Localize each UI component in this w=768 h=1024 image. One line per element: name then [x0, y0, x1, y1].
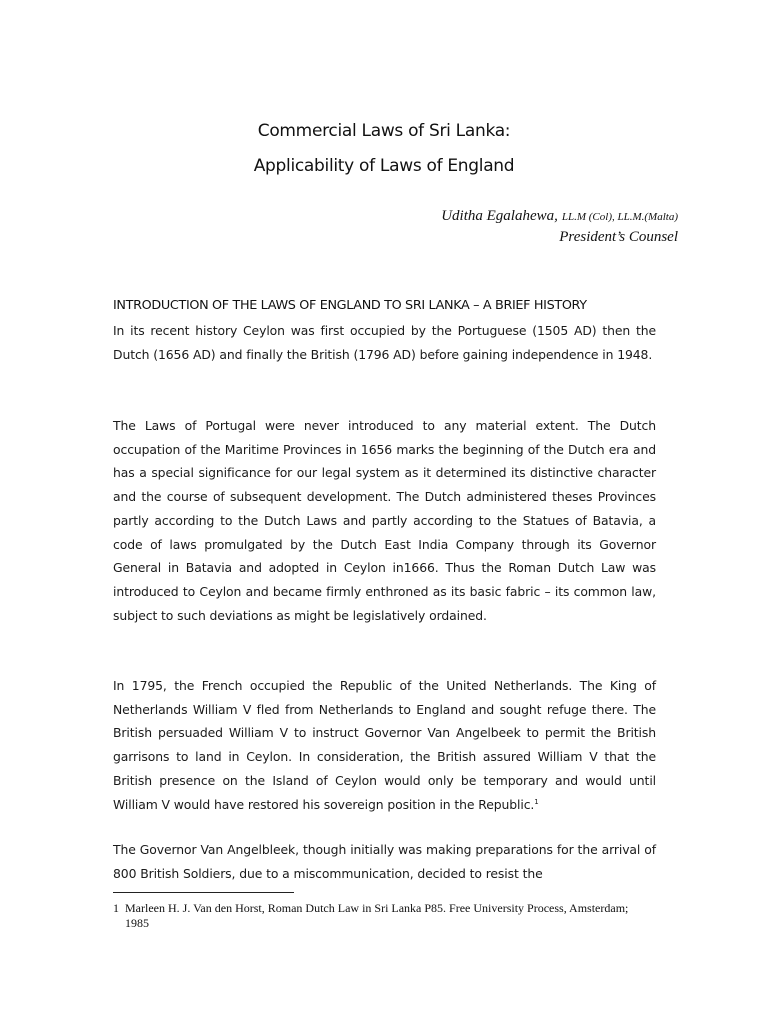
- footnote-divider: [113, 892, 294, 893]
- paragraph-3-text: In 1795, the French occupied the Republic of the United Netherlands. The King of Netherlands William V fled from Netherlands to England and sought refuge there. The British persuaded William V to instruct Governor Van Angelbeek to permit the British garrisons to land in Ceylon. In consideration, the British assured William V that the British presence on the Island of Ceylon would only be temporary and would until William V would have restored his sovereign position in the Republic.: [113, 678, 656, 812]
- section-heading: INTRODUCTION OF THE LAWS OF ENGLAND TO SRI LANKA – A BRIEF HISTORY: [113, 298, 587, 313]
- document-subtitle: Applicability of Laws of England: [253, 156, 515, 176]
- footnote-reference[interactable]: 1: [534, 797, 539, 806]
- footnote-text: Marleen H. J. Van den Horst, Roman Dutch Law in Sri Lanka P85. Free University Process, Amsterdam;: [125, 901, 629, 915]
- author-qualifications: LL.M (Col), LL.M.(Malta): [561, 211, 678, 223]
- footnote: [113, 901, 658, 931]
- author-name: Uditha Egalahewa,: [441, 208, 558, 224]
- paragraph-2: The Laws of Portugal were never introduced to any material extent. The Dutch occupation of the Maritime Provinces in 1656 marks the beginning of the Dutch era and has a special significance for our legal system as it determined its distinctive character and the course of subsequent development. The Dutch administered theses Provinces partly according to the Dutch Laws and partly according to the Statues of Batavia, a code of laws promulgated by the Dutch East India Company through its Governor General in Batavia and adopted in Ceylon in1666. Thus the Roman Dutch Law was introduced to Ceylon and became firmly enthroned as its basic fabric – its common law, subject to such deviations as might be legislatively ordained.: [113, 418, 656, 623]
- author-block: [441, 207, 678, 246]
- author-role: President’s Counsel: [559, 229, 678, 245]
- paragraph-1: In its recent history Ceylon was first occupied by the Portuguese (1505 AD) then the Dutch (1656 AD) and finally the British (1796 AD) before gaining independence in 1948.: [113, 323, 656, 362]
- footnote-text-continued: 1985: [125, 916, 149, 930]
- footnote-number: 1: [113, 901, 119, 915]
- paragraph-4: The Governor Van Angelbleek, though initially was making preparations for the arrival of 800 British Soldiers, due to a miscommunication, decided to resist the: [113, 842, 656, 881]
- document-title: Commercial Laws of Sri Lanka:: [257, 121, 511, 141]
- paragraph-3: [113, 674, 656, 816]
